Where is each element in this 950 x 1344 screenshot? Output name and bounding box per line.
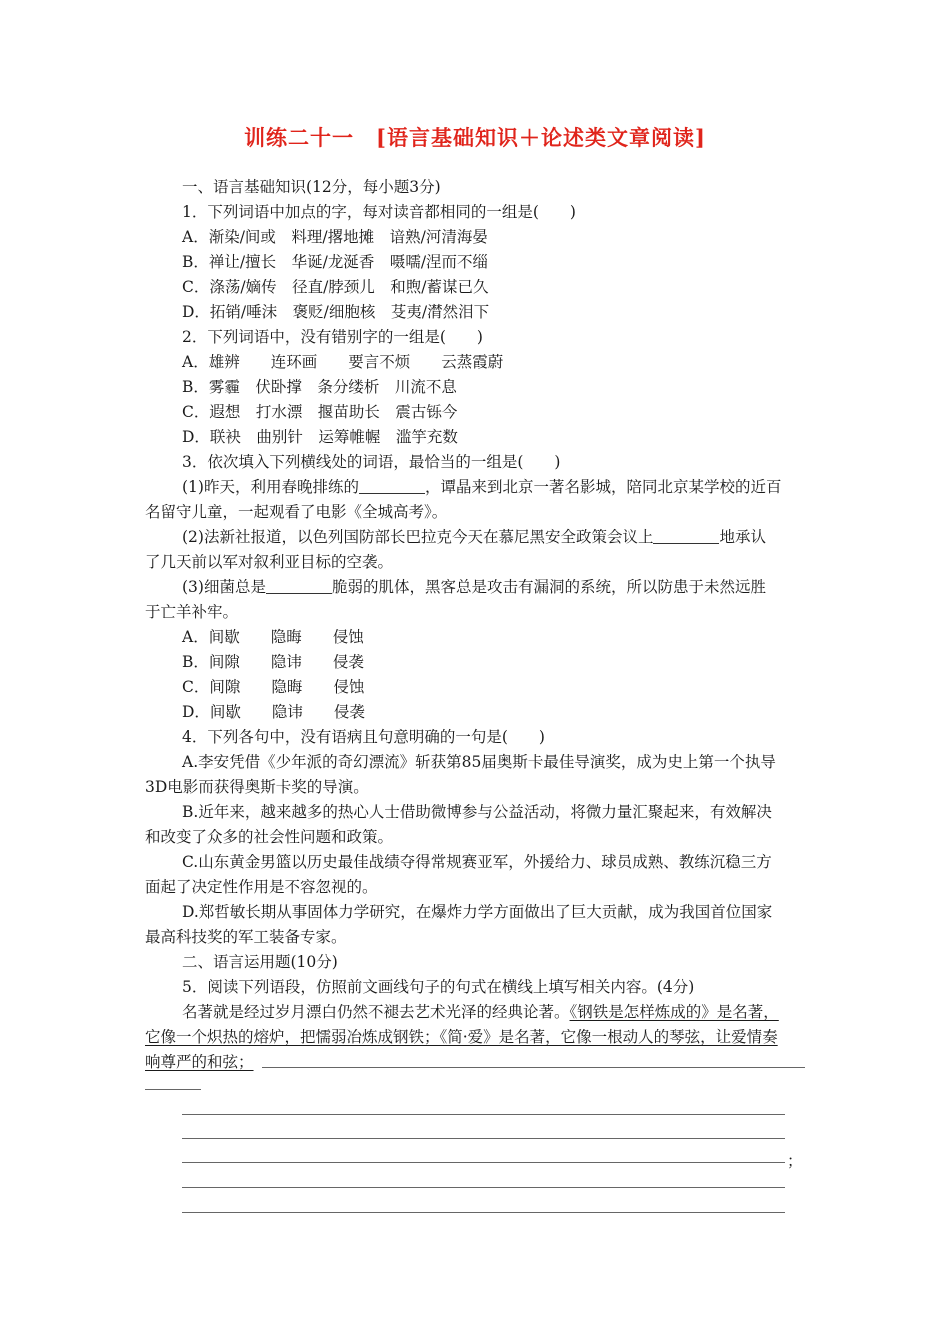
q3-s3-part-a: (3)细菌总是: [182, 578, 266, 596]
q4-option-b: B.近年来，越来越多的热心人士借助微博参与公益活动，将微力量汇聚起来，有效解决: [182, 803, 772, 821]
q1-option-c: C．涤荡/嫡传 径直/脖颈儿 和煦/蓄谋已久: [182, 278, 489, 296]
q5-stem: 5．阅读下列语段，仿照前文画线句子的句式在横线上填写相关内容。(4分): [182, 978, 695, 996]
q1-stem: 1．下列词语中加点的字，每对读音都相同的一组是( ): [182, 203, 576, 221]
q5-underlined-sentence-3: 响尊严的和弦；: [145, 1053, 254, 1071]
q3-s3-part-b: 脆弱的肌体，黑客总是攻击有漏洞的系统，所以防患于未然远胜: [331, 578, 766, 596]
answer-line-1[interactable]: [262, 1067, 805, 1068]
fill-blank-2: [653, 529, 719, 544]
q3-s1-part-b: ，谭晶来到北京一著名影城，陪同北京某学校的近百: [424, 478, 782, 496]
q4-option-d: D.郑哲敏长期从事固体力学研究，在爆炸力学方面做出了巨大贡献，成为我国首位国家: [182, 903, 773, 921]
q4-option-d-cont: 最高科技奖的军工装备专家。: [145, 928, 347, 946]
section-heading-2: 二、语言运用题(10分): [182, 953, 338, 971]
answer-line-6[interactable]: [182, 1212, 785, 1213]
q4-option-c: C.山东黄金男篮以历史最佳战绩夺得常规赛亚军，外援给力、球员成熟、教练沉稳三方: [182, 853, 772, 871]
semicolon-mark: ；: [787, 1152, 803, 1170]
page-title: 训练二十一 [语言基础知识＋论述类文章阅读]: [244, 125, 706, 150]
q3-sentence-3-cont: 于亡羊补牢。: [145, 603, 239, 621]
q3-sentence-2-cont: 了几天前以军对叙利亚目标的空袭。: [145, 553, 394, 571]
q1-option-b: B．禅让/擅长 华诞/龙涎香 嗫嚅/涅而不缁: [182, 253, 489, 271]
q3-sentence-2: [182, 526, 766, 548]
q4-option-a: A.李安凭借《少年派的奇幻漂流》斩获第85届奥斯卡最佳导演奖，成为史上第一个执导: [182, 753, 776, 771]
answer-line-2[interactable]: [182, 1114, 785, 1115]
q3-option-d: D．间歇 隐讳 侵袭: [182, 703, 365, 721]
q3-s2-part-b: 地承认: [719, 528, 766, 546]
q5-passage-line-3: [145, 1051, 254, 1073]
q4-option-b-cont: 和改变了众多的社会性问题和政策。: [145, 828, 394, 846]
section-heading-1: 一、语言基础知识(12分，每小题3分): [182, 178, 441, 196]
q2-option-b: B．雾霾 伏卧撑 条分缕析 川流不息: [182, 378, 457, 396]
q4-option-a-cont: 3D电影而获得奥斯卡奖的导演。: [145, 778, 369, 796]
q2-option-a: A．雄辨 连环画 要言不烦 云蒸霞蔚: [182, 353, 504, 371]
fill-blank-1: [359, 479, 425, 494]
answer-line-5[interactable]: [182, 1187, 785, 1188]
answer-line-4[interactable]: [182, 1162, 785, 1163]
q5-passage-text: 名著就是经过岁月漂白仍然不褪去艺术光泽的经典论著。: [182, 1003, 570, 1021]
q3-sentence-1-cont: 名留守儿童，一起观看了电影《全城高考》。: [145, 503, 448, 521]
q2-option-c: C．遐想 打水漂 揠苗助长 震古铄今: [182, 403, 458, 421]
q5-passage-line-1: [182, 1001, 779, 1023]
q3-sentence-3: [182, 576, 766, 598]
answer-line-1-cont[interactable]: [145, 1089, 201, 1090]
q3-option-c: C．间隙 隐晦 侵蚀: [182, 678, 365, 696]
q3-s2-part-a: (2)法新社报道，以色列国防部长巴拉克今天在慕尼黑安全政策会议上: [182, 528, 654, 546]
fill-blank-3: [266, 579, 332, 594]
q2-option-d: D．联袂 曲别针 运筹帷幄 滥竽充数: [182, 428, 458, 446]
q5-underlined-sentence-2: 它像一个炽热的熔炉，把懦弱冶炼成钢铁；《简·爱》是名著，它像一根动人的琴弦，让爱情奏: [145, 1028, 778, 1046]
q1-option-d: D．拓销/唾沫 褒贬/细胞核 芟夷/潸然泪下: [182, 303, 490, 321]
q3-option-b: B．间隙 隐讳 侵袭: [182, 653, 364, 671]
q1-option-a: A．渐染/间或 料理/撂地摊 谙熟/河清海晏: [182, 228, 488, 246]
q4-option-c-cont: 面起了决定性作用是不容忽视的。: [145, 878, 378, 896]
q3-stem: 3．依次填入下列横线处的词语，最恰当的一组是( ): [182, 453, 561, 471]
q4-stem: 4．下列各句中，没有语病且句意明确的一句是( ): [182, 728, 545, 746]
q3-s1-part-a: (1)昨天，利用春晚排练的: [182, 478, 359, 496]
q3-sentence-1: [182, 476, 781, 498]
q3-option-a: A．间歇 隐晦 侵蚀: [182, 628, 364, 646]
q2-stem: 2．下列词语中，没有错别字的一组是( ): [182, 328, 483, 346]
q5-underlined-sentence-1: 《钢铁是怎样炼成的》是名著，: [569, 1003, 779, 1021]
answer-line-3[interactable]: [182, 1138, 785, 1139]
